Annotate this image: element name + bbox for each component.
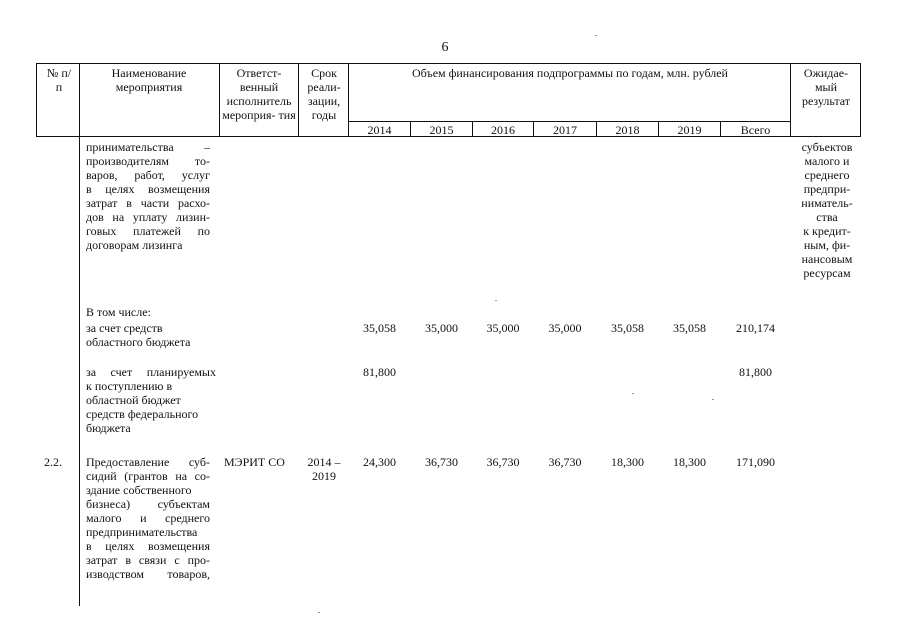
row-2-2-responsible: МЭРИТ СО [224, 455, 285, 469]
table-right-border [860, 63, 861, 137]
scan-speck [712, 399, 714, 400]
scan-speck [632, 393, 634, 394]
label-line: бюджета [86, 421, 131, 435]
row-2-2-value-2018: 18,300 [611, 455, 644, 469]
continued-activity-name [86, 140, 210, 252]
label-line: областной бюджет [86, 393, 181, 407]
row-2-2-term [300, 455, 348, 483]
header-year-2015: 2015 [429, 123, 454, 137]
regional-value-2015: 35,000 [425, 321, 458, 335]
result-line: к кредит- [803, 224, 851, 238]
name-line: малого и среднего [86, 511, 210, 525]
result-line: ным, фи- [803, 238, 851, 252]
name-line: говых платежей по [86, 224, 210, 238]
federal-budget-label [86, 365, 216, 435]
result-line: среднего [804, 168, 850, 182]
header-year-2016: 2016 [491, 123, 515, 137]
header-number: № п/п [46, 66, 72, 94]
table-top-border [36, 63, 861, 64]
name-line: сидий (грантов на со- [86, 469, 210, 483]
result-line: малого и [804, 154, 850, 168]
header-funding: Объем финансирования подпрограммы по годам, млн. рублей [412, 66, 728, 80]
label-line: областного бюджета [86, 335, 191, 349]
term-line: 2019 [312, 469, 336, 483]
name-line: изводством товаров, [86, 567, 210, 581]
col-divider-resp [298, 63, 299, 137]
including-label: В том числе: [86, 305, 151, 319]
name-line: дов на уплату лизин- [86, 210, 210, 224]
label-line: за счет средств [86, 321, 163, 335]
result-line: ресурсам [803, 266, 851, 280]
col-divider-no [79, 63, 80, 606]
scan-speck [318, 612, 320, 613]
page-number: 6 [441, 40, 449, 55]
name-line: варов, работ, услуг [86, 168, 210, 182]
name-line: договорам лизинга [86, 238, 183, 252]
continued-expected-result [796, 140, 858, 280]
regional-value-2019: 35,058 [673, 321, 706, 335]
row-2-2-activity-name [86, 455, 210, 581]
result-line: ства [816, 210, 838, 224]
row-2-2-value-total: 171,090 [736, 455, 775, 469]
header-year-2014: 2014 [367, 123, 392, 137]
row-2-2-value-2015: 36,730 [425, 455, 458, 469]
regional-value-total: 210,174 [736, 321, 775, 335]
row-2-2-number: 2.2. [44, 455, 62, 469]
header-result: Ожидае- мый результат [801, 66, 851, 108]
header-name: Наименование мероприятия [111, 66, 187, 94]
label-line: за счет планируемых [86, 365, 216, 379]
header-year-2019: 2019 [677, 123, 702, 137]
name-line: принимательства – [86, 140, 210, 154]
label-line: средств федерального [86, 407, 199, 421]
row-2-2-value-2016: 36,730 [486, 455, 520, 469]
result-line: ниматель- [801, 196, 853, 210]
regional-budget-label [86, 321, 216, 349]
name-line: производителям то- [86, 154, 210, 168]
name-line: бизнеса) субъектам [86, 497, 210, 511]
result-line: предпри- [803, 182, 851, 196]
name-line: здание собственного [86, 483, 192, 497]
col-divider-result [790, 63, 791, 137]
term-line: 2014 – [307, 455, 341, 469]
federal-value-2014: 81,800 [363, 365, 396, 379]
regional-value-2014: 35,058 [363, 321, 396, 335]
row-2-2-value-2017: 36,730 [548, 455, 582, 469]
federal-value-total: 81,800 [739, 365, 772, 379]
name-line: затрат в связи с про- [86, 553, 210, 567]
label-line: к поступлению в [86, 379, 173, 393]
name-line: затрат в части расхо- [86, 196, 210, 210]
header-year-total: Всего [740, 123, 771, 137]
header-year-2017: 2017 [553, 123, 577, 137]
row-2-2-value-2014: 24,300 [363, 455, 396, 469]
table-left-border [36, 63, 37, 137]
header-year-2018: 2018 [615, 123, 640, 137]
regional-value-2017: 35,000 [548, 321, 582, 335]
name-line: в целях возмещения [86, 539, 210, 553]
header-term: Срок реали- зации, годы [307, 66, 341, 122]
name-line: Предоставление суб- [86, 455, 210, 469]
name-line: в целях возмещения [86, 182, 210, 196]
header-responsible: Ответст- венный исполнитель мероприя- тия [222, 66, 296, 122]
scan-speck [595, 35, 597, 36]
scan-speck [495, 300, 497, 301]
result-line: нансовым [801, 252, 853, 266]
result-line: субъектов [801, 140, 853, 154]
years-row-top-border [348, 121, 790, 122]
row-2-2-value-2019: 18,300 [673, 455, 706, 469]
regional-value-2018: 35,058 [611, 321, 644, 335]
name-line: предпринимательства [86, 525, 198, 539]
regional-value-2016: 35,000 [486, 321, 520, 335]
